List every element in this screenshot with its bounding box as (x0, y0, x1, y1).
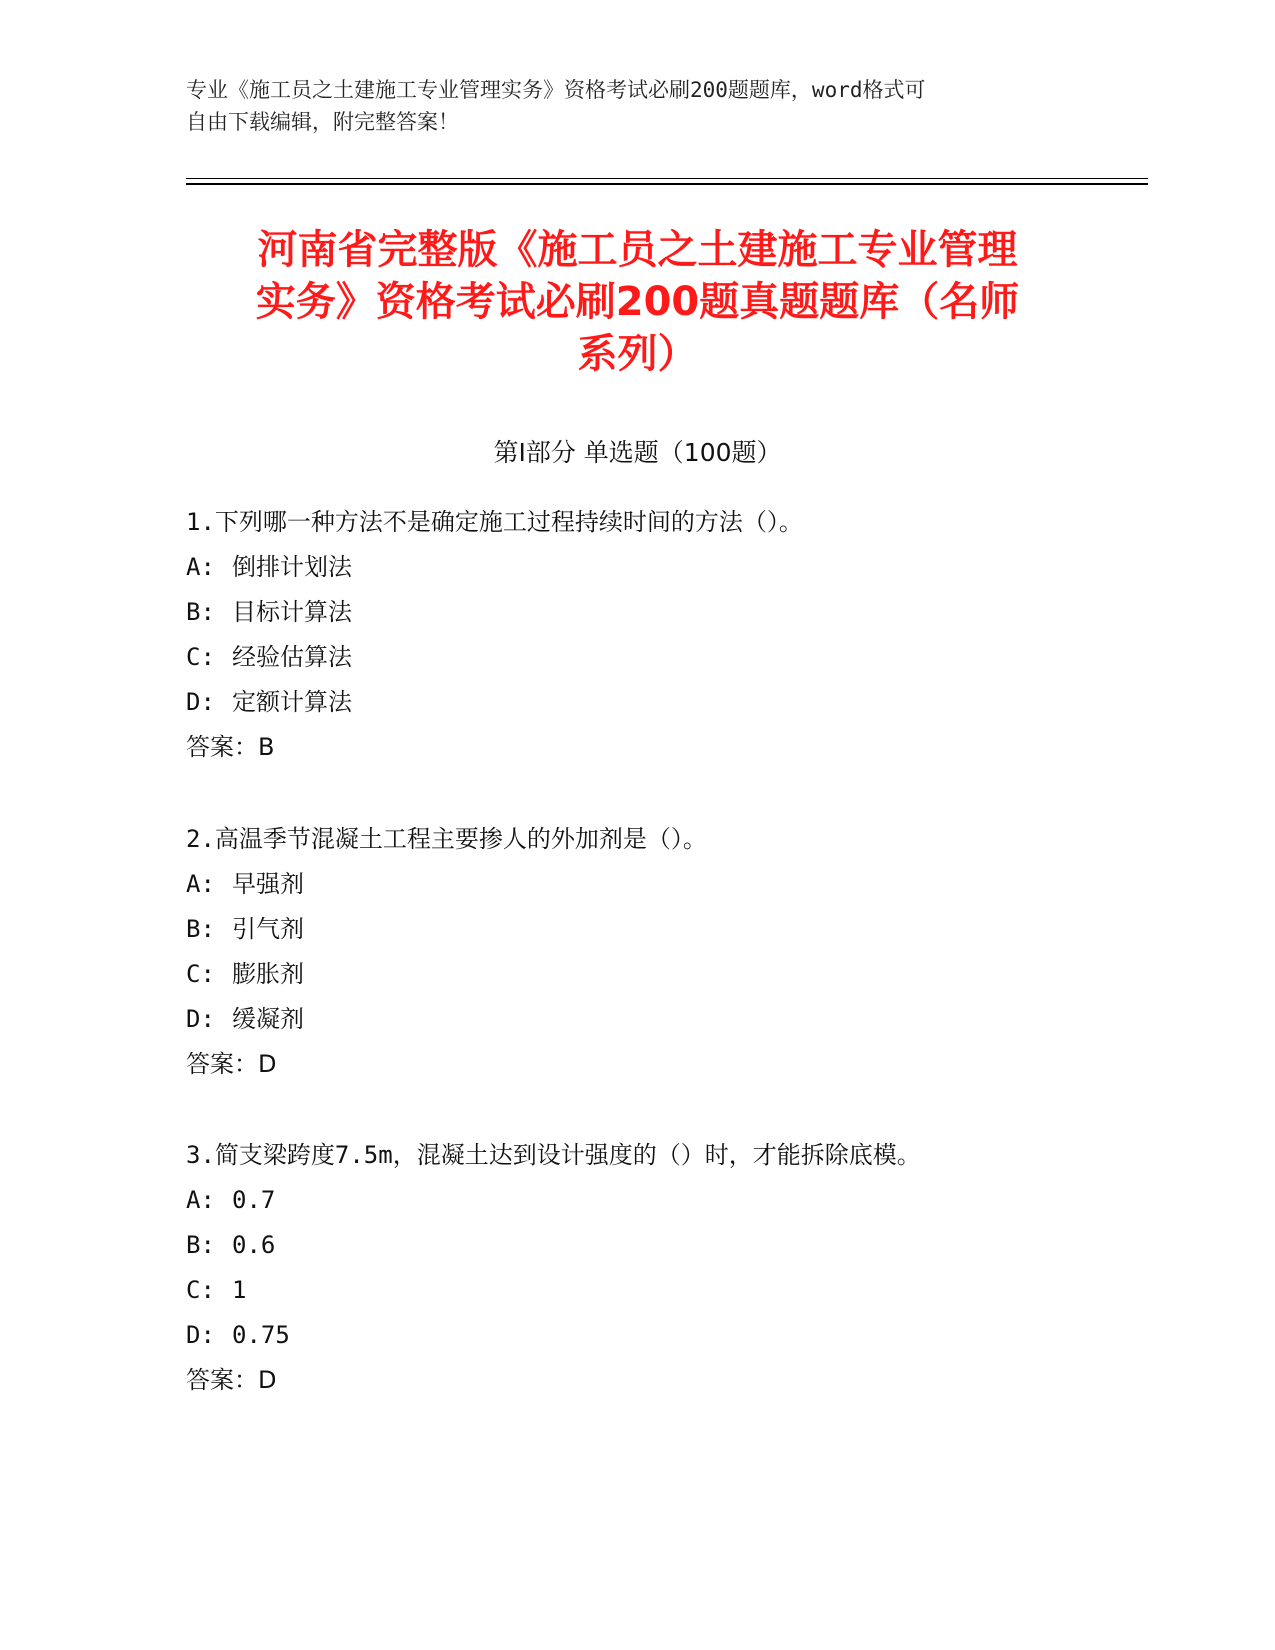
question-stem: 1.下列哪一种方法不是确定施工过程持续时间的方法（）。 (186, 508, 803, 536)
question-answer: 答案：D (186, 1366, 277, 1394)
option-letter: D: (186, 1005, 215, 1033)
option-letter: B: (186, 598, 215, 626)
option-text: 0.75 (232, 1321, 290, 1349)
option-text: 膨胀剂 (232, 960, 304, 988)
question-option (186, 545, 1086, 590)
option-text: 倒排计划法 (232, 553, 352, 581)
option-letter: A: (186, 1186, 215, 1214)
option-text: 引气剂 (232, 915, 304, 943)
question-option (186, 635, 1086, 680)
option-text: 1 (232, 1276, 247, 1304)
option-letter: A: (186, 870, 215, 898)
option-text: 缓凝剂 (232, 1005, 304, 1033)
question-option (186, 1313, 1086, 1358)
question-option (186, 952, 1086, 997)
question-option (186, 1178, 1086, 1223)
option-letter: C: (186, 643, 215, 671)
option-letter: A: (186, 553, 215, 581)
option-text: 0.7 (232, 1186, 276, 1214)
header-note (186, 74, 1066, 138)
question-block (186, 817, 1086, 1087)
header-divider-thick (186, 183, 1148, 185)
section-title: 第Ⅰ部分 单选题（100题） (493, 438, 782, 467)
question-option (186, 862, 1086, 907)
question-option (186, 680, 1086, 725)
option-text: 早强剂 (232, 870, 304, 898)
option-letter: D: (186, 1321, 215, 1349)
question-option (186, 997, 1086, 1042)
document-title (190, 224, 1085, 380)
question-option (186, 590, 1086, 635)
question-block (186, 1133, 1086, 1403)
option-letter: C: (186, 1276, 215, 1304)
question-stem: 2.高温季节混凝土工程主要掺人的外加剂是（）。 (186, 825, 707, 853)
option-letter: D: (186, 688, 215, 716)
option-text: 定额计算法 (232, 688, 352, 716)
title-line: 河南省完整版《施工员之土建施工专业管理 (257, 227, 1018, 273)
question-option (186, 1223, 1086, 1268)
option-letter: C: (186, 960, 215, 988)
question-answer: 答案：D (186, 1050, 277, 1078)
header-divider-thin (186, 178, 1148, 179)
question-stem: 3.简支梁跨度7.5m，混凝土达到设计强度的（）时，才能拆除底模。 (186, 1141, 921, 1169)
option-text: 目标计算法 (232, 598, 352, 626)
option-letter: B: (186, 915, 215, 943)
option-letter: B: (186, 1231, 215, 1259)
title-line: 系列） (577, 331, 698, 377)
title-line: 实务》资格考试必刷200题真题题库（名师 (255, 279, 1020, 325)
header-note-line: 自由下载编辑，附完整答案！ (186, 110, 459, 134)
option-text: 0.6 (232, 1231, 276, 1259)
header-note-line: 专业《施工员之土建施工专业管理实务》资格考试必刷200题题库，word格式可 (186, 78, 926, 102)
question-block (186, 500, 1086, 770)
question-option (186, 1268, 1086, 1313)
question-answer: 答案：B (186, 733, 275, 761)
option-text: 经验估算法 (232, 643, 352, 671)
question-option (186, 907, 1086, 952)
